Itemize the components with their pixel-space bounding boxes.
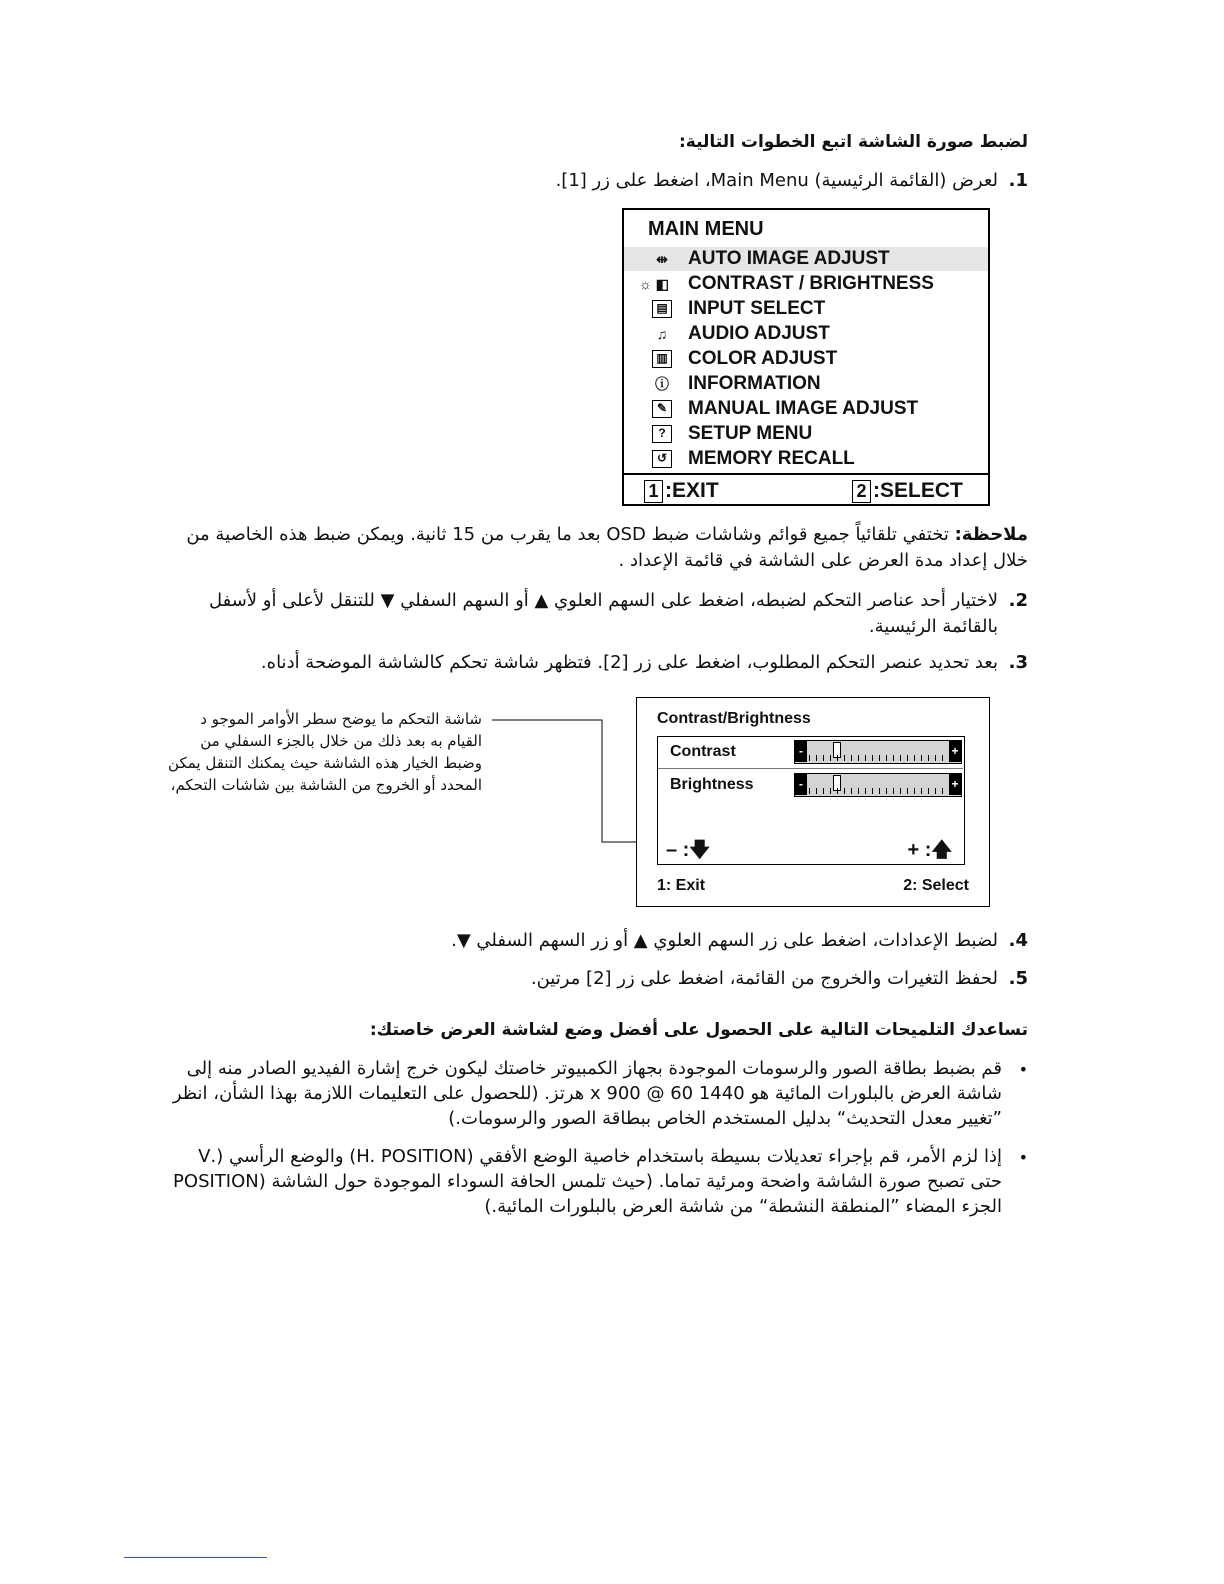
section-title: لضبط صورة الشاشة اتبع الخطوات التالية: xyxy=(678,132,1028,152)
menu-item-contrast-brightness[interactable]: ☼ ◧ CONTRAST / BRIGHTNESS xyxy=(624,272,988,296)
menu-item-input-select[interactable]: ▤ INPUT SELECT xyxy=(624,297,988,321)
note-label: ملاحظة: xyxy=(954,524,1028,545)
footnote-rule xyxy=(124,1557,267,1558)
down-hint: – :🡇 xyxy=(666,839,710,861)
brightness-slider-scale xyxy=(809,788,947,794)
menu-item-memory-recall[interactable]: ↺ MEMORY RECALL xyxy=(624,447,988,471)
minus-icon: - xyxy=(795,741,807,762)
brightness-label: Brightness xyxy=(670,776,754,793)
contrast-brightness-panel xyxy=(636,697,990,907)
select-hint[interactable]: 2 :SELECT xyxy=(852,479,963,503)
color-icon: ▥ xyxy=(652,350,672,368)
info-icon: ⓘ xyxy=(655,376,669,392)
arrow-up-icon: 🡅 xyxy=(931,839,952,861)
contrast-slider[interactable] xyxy=(794,740,962,764)
bullet-1-line-2: شاشة العرض بالبلورات المائية هو 1440 x 900 @ 60 هرتز. (للحصول على التعليمات اللازمة بهذا الشأن، انظر xyxy=(172,1083,1002,1104)
menu-item-manual-image-adjust[interactable]: ✎ MANUAL IMAGE ADJUST xyxy=(624,397,988,421)
step-4: 4.لضبط الإعدادات، اضغط على زر السهم العلوي ▲ أو زر السهم السفلي ▼. xyxy=(451,930,1028,951)
bullet-1-line-3: ”تغيير معدل التحديث“ بدليل المستخدم الخاص ببطاقة الصور والرسومات.) xyxy=(448,1108,1002,1129)
contrast-brightness-icon: ☼ ◧ xyxy=(639,276,669,292)
cb-select-hint[interactable]: 2: Select xyxy=(903,877,969,894)
bullet-1-glyph: • xyxy=(1018,1060,1028,1079)
menu-item-setup-menu[interactable]: ? SETUP MENU xyxy=(624,422,988,446)
plus-icon: + xyxy=(949,741,961,762)
callout-connector xyxy=(490,712,640,852)
bullet-2-line-3: الجزء المضاء ”المنطقة النشطة“ من شاشة العرض بالبلورات المائية.) xyxy=(484,1196,1002,1217)
input-select-icon: ▤ xyxy=(652,300,672,318)
main-menu-footer xyxy=(624,473,988,506)
bullet-2-glyph: • xyxy=(1018,1148,1028,1167)
memory-recall-icon: ↺ xyxy=(652,450,672,468)
step-2: 2.لاختيار أحد عناصر التحكم لضبطه، اضغط على السهم العلوي ▲ أو السهم السفلي ▼ للتنقل لأعلى أو لأسفل xyxy=(208,590,1028,611)
step-1 xyxy=(556,170,1028,191)
main-menu-title: MAIN MENU xyxy=(648,218,764,240)
bullet-1-line-1: قم بضبط بطاقة الصور والرسومات الموجودة بجهاز الكمبيوتر خاصتك ليكون خرج إشارة الفيديو الصادر منه إلى xyxy=(186,1058,1002,1079)
exit-hint[interactable]: 1 :EXIT xyxy=(644,479,719,503)
menu-item-audio-adjust[interactable]: ♫ AUDIO ADJUST xyxy=(624,322,988,346)
step-1-number: 1. xyxy=(1008,170,1028,191)
cb-divider xyxy=(658,768,963,769)
note-line-1: ملاحظة: تختفي تلقائياً جميع قوائم وشاشات ضبط OSD بعد ما يقرب من 15 ثانية. ويمكن ضبط هذه الخاصية من xyxy=(186,524,1028,545)
step-5: 5.لحفظ التغيرات والخروج من القائمة، اضغط على زر [2] مرتين. xyxy=(530,968,1028,989)
minus-icon: - xyxy=(795,774,807,795)
step-1-text: لعرض (القائمة الرئيسية) Main Menu، اضغط على زر [1]. xyxy=(555,170,998,191)
auto-adjust-icon: ⇹ xyxy=(656,251,668,267)
cb-exit-hint[interactable]: 1: Exit xyxy=(657,877,706,894)
step-3: 3.بعد تحديد عنصر التحكم المطلوب، اضغط على زر [2]. فتظهر شاشة تحكم كالشاشة الموضحة أدناه. xyxy=(260,652,1028,673)
cb-title: Contrast/Brightness xyxy=(657,710,811,727)
bullet-2-line-1: إذا لزم الأمر، قم بإجراء تعديلات بسيطة باستخدام خاصية الوضع الأفقي (H. POSITION) والوضع الرأسي (.V xyxy=(198,1146,1002,1167)
audio-icon: ♫ xyxy=(656,326,668,342)
tips-heading: تساعدك التلميحات التالية على الحصول على أفضل وضع لشاشة العرض خاصتك: xyxy=(369,1020,1028,1040)
cb-inner-frame xyxy=(657,736,965,865)
contrast-slider-scale xyxy=(809,755,947,761)
main-menu-osd xyxy=(622,208,990,506)
brightness-slider[interactable] xyxy=(794,773,962,797)
contrast-label: Contrast xyxy=(670,743,736,760)
up-hint: + :🡅 xyxy=(907,839,952,861)
question-icon: ? xyxy=(652,425,672,443)
callout-description: شاشة التحكم ما يوضح سطر الأوامر الموجو د القيام به بعد ذلك من خلال بالجزء السفلي من وضبط الخيار هذه الشاشة حيث يمكنك التنقل يمكن المحدد أو الخروج من الشاشة بين شاشات التحكم، xyxy=(168,710,482,794)
menu-item-auto-image-adjust[interactable]: ⇹ AUTO IMAGE ADJUST xyxy=(624,247,988,271)
note-line-2: خلال إعداد مدة العرض على الشاشة في قائمة الإعداد . xyxy=(618,550,1028,571)
bullet-2-line-2: POSITION) حتى تصبح صورة الشاشة واضحة ومرئية تماما. (حيث تلمس الحافة السوداء الموجودة حول الشاشة xyxy=(173,1171,1002,1192)
manual-adjust-icon: ✎ xyxy=(652,400,672,418)
step-2-cont: بالقائمة الرئيسية. xyxy=(868,616,998,637)
plus-icon: + xyxy=(949,774,961,795)
menu-item-information[interactable]: ⓘ INFORMATION xyxy=(624,372,988,396)
menu-item-color-adjust[interactable]: ▥ COLOR ADJUST xyxy=(624,347,988,371)
arrow-down-icon: 🡇 xyxy=(689,839,710,861)
